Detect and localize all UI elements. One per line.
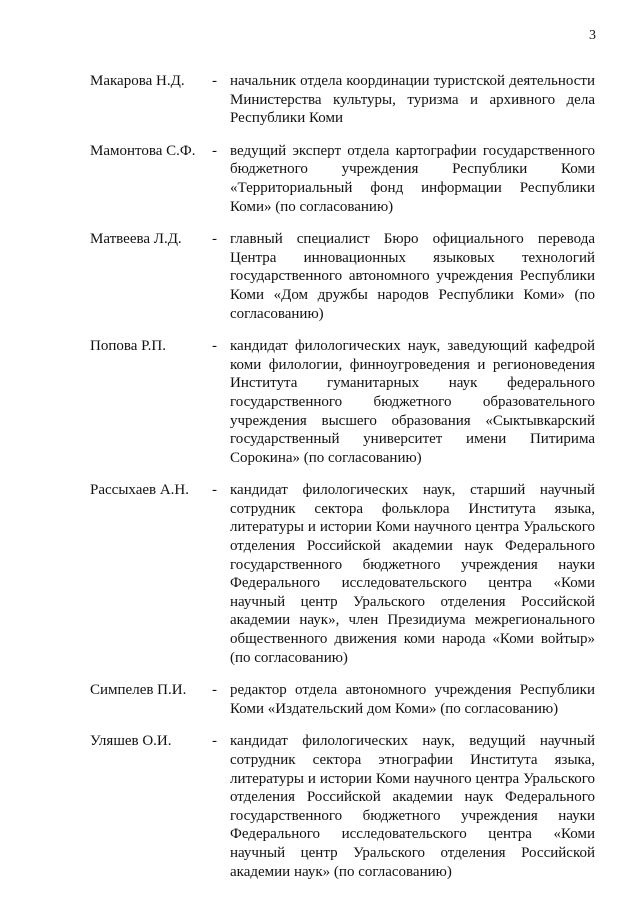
member-name: Симпелев П.И. bbox=[90, 682, 187, 699]
member-name: Матвеева Л.Д. bbox=[90, 231, 182, 248]
member-description: ведущий эксперт отдела картографии государственного бюджетного учреждения Республики Коми «Территориальный фонд информации Республики Коми» (по согласованию) bbox=[230, 142, 595, 215]
member-list bbox=[90, 72, 595, 895]
separator-dash: - bbox=[212, 682, 217, 699]
member-description: начальник отдела координации туристской деятельности Министерства культуры, туризма и архивного дела Республики Коми bbox=[230, 73, 595, 127]
member-description: кандидат филологических наук, заведующий кафедрой коми филологии, финноугроведения и регионоведения Института гуманитарных наук федерального государственного бюджетного образовательного учреждения высшего образования «Сыктывкарский государственный университет имени Питирима Сорокина» (по согласованию) bbox=[230, 338, 595, 466]
separator-dash: - bbox=[212, 142, 217, 159]
list-item bbox=[90, 72, 595, 128]
list-item bbox=[90, 337, 595, 467]
list-item bbox=[90, 681, 595, 718]
member-name: Мамонтова С.Ф. bbox=[90, 142, 196, 159]
separator-dash: - bbox=[212, 733, 217, 750]
member-name: Попова Р.П. bbox=[90, 338, 166, 355]
member-name: Уляшев О.И. bbox=[90, 733, 172, 750]
list-item bbox=[90, 732, 595, 881]
member-name: Рассыхаев А.Н. bbox=[90, 482, 190, 499]
separator-dash: - bbox=[212, 73, 217, 89]
member-name: Макарова Н.Д. bbox=[90, 73, 185, 89]
member-description: кандидат филологических наук, ведущий научный сотрудник сектора этнографии Института языка, литературы и истории Коми научного центра Уральского отделения Российской академии наук Федерального государственного бюджетного учреждения науки Федерального исследовательского центра «Коми научный центр Уральского отделения Российской академии наук» (по согласованию) bbox=[230, 733, 595, 880]
list-item bbox=[90, 142, 595, 216]
member-description: редактор отдела автономного учреждения Республики Коми «Издательский дом Коми» (по согласованию) bbox=[230, 682, 595, 717]
separator-dash: - bbox=[212, 338, 217, 355]
page-number: 3 bbox=[589, 28, 596, 43]
separator-dash: - bbox=[212, 482, 217, 499]
list-item bbox=[90, 481, 595, 667]
member-description: кандидат филологических наук, старший научный сотрудник сектора фольклора Института языка, литературы и истории Коми научного центра Уральского отделения Российской академии наук Федерального государственного бюджетного учреждения науки Федерального исследовательского центра «Коми научный центр Уральского отделения Российской академии наук», член Президиума межрегионального общественного движения коми народа «Коми войтыр» (по согласованию) bbox=[230, 482, 595, 666]
list-item bbox=[90, 230, 595, 323]
member-description: главный специалист Бюро официального перевода Центра инновационных языковых технологий государственного автономного учреждения Республики Коми «Дом дружбы народов Республики Коми» (по согласованию) bbox=[230, 231, 595, 322]
separator-dash: - bbox=[212, 231, 217, 248]
